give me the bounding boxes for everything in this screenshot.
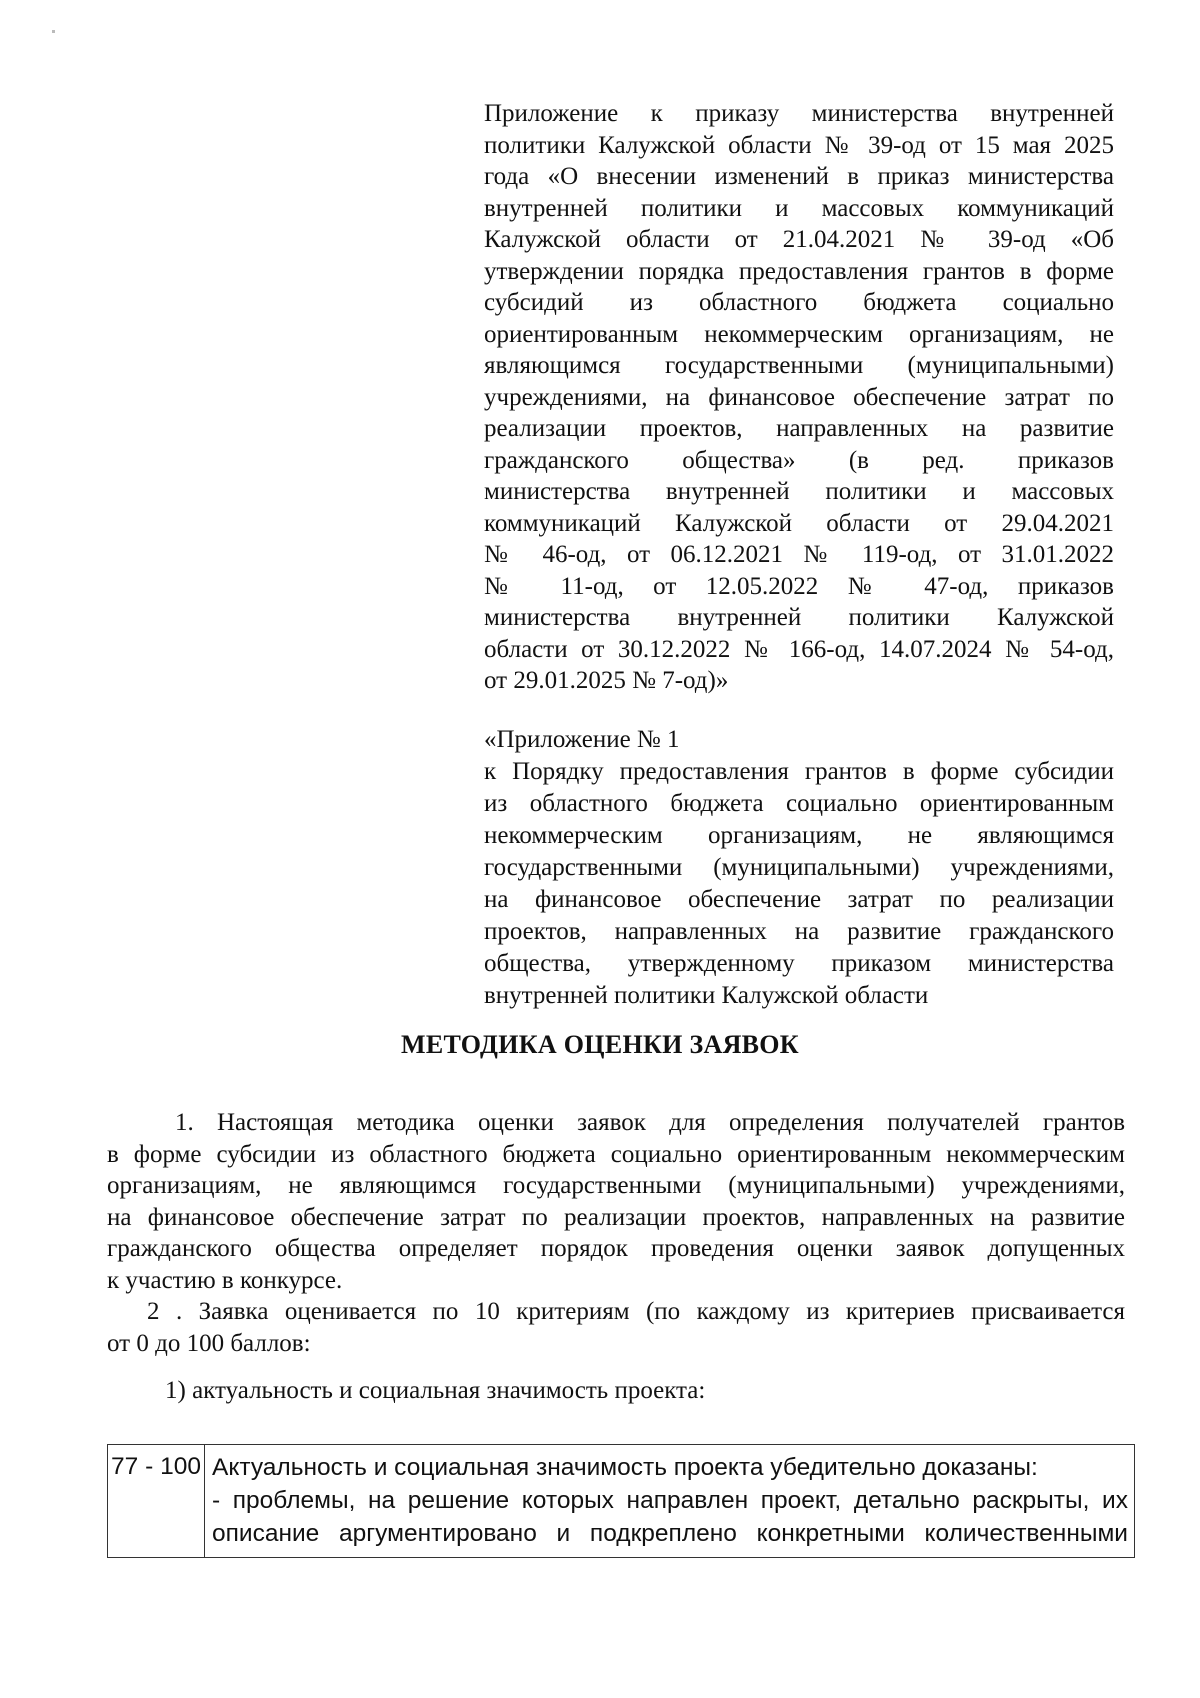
appendix-line: гражданского общества» (в ред. приказов bbox=[484, 446, 1114, 474]
appendix-line: субсидий из областного бюджета социально bbox=[484, 289, 1114, 316]
annex-line-last: внутренней политики Калужской области bbox=[484, 982, 929, 1009]
annex-line: из областного бюджета социально ориентированным bbox=[484, 790, 1114, 817]
appendix-line: ориентированным некоммерческим организациям, не bbox=[484, 320, 1114, 348]
paragraph-1-line-last: к участию в конкурсе. bbox=[107, 1266, 343, 1294]
appendix-line: министерства внутренней политики и массовых bbox=[484, 478, 1114, 505]
description-line: описание аргументировано и подкреплено конкретными количественными bbox=[212, 1520, 1128, 1547]
appendix-line: утверждении порядка предоставления грантов в форме bbox=[484, 257, 1114, 285]
appendix-line: № 46-од, от 06.12.2021 № 119-од, от 31.01.2022 bbox=[484, 541, 1114, 568]
appendix-line: внутренней политики и массовых коммуникаций bbox=[484, 194, 1114, 222]
appendix-line: реализации проектов, направленных на развитие bbox=[484, 415, 1114, 442]
annex-line: общества, утвержденному приказом министерства bbox=[484, 950, 1114, 977]
appendix-line: года «О внесении изменений в приказ министерства bbox=[484, 163, 1114, 190]
criteria-table bbox=[107, 1444, 1135, 1558]
appendix-line: Калужской области от 21.04.2021 № 39-од «Об bbox=[484, 226, 1114, 253]
appendix-line: являющимся государственными (муниципальными) bbox=[484, 352, 1114, 379]
paragraph-2-line-last: от 0 до 100 баллов: bbox=[107, 1329, 311, 1357]
appendix-note bbox=[484, 98, 1114, 697]
score-range-cell: 77 - 100 bbox=[108, 1445, 205, 1558]
appendix-line: № 11-од, от 12.05.2022 № 47-од, приказов bbox=[484, 572, 1114, 600]
appendix-line: политики Калужской области № 39-од от 15 мая 2025 bbox=[484, 131, 1114, 159]
scan-artifact bbox=[52, 30, 55, 33]
annex-line: к Порядку предоставления грантов в форме субсидии bbox=[484, 758, 1114, 785]
appendix-line: Приложение к приказу министерства внутренней bbox=[484, 100, 1114, 127]
criterion-description-cell bbox=[205, 1445, 1135, 1558]
appendix-line: учреждениями, на финансовое обеспечение затрат по bbox=[484, 383, 1114, 411]
paragraph-2-line: 2 . Заявка оценивается по 10 критериям (по каждому из критериев присваивается bbox=[147, 1298, 1125, 1325]
annex-header bbox=[484, 724, 1114, 1012]
annex-line: проектов, направленных на развитие гражданского bbox=[484, 918, 1114, 945]
annex-line: на финансовое обеспечение затрат по реализации bbox=[484, 886, 1114, 913]
appendix-line: области от 30.12.2022 № 166-од, 14.07.2024 № 54-од, bbox=[484, 635, 1114, 663]
paragraph-1-line: в форме субсидии из областного бюджета социально ориентированным некоммерческим bbox=[107, 1140, 1125, 1168]
annex-line: «Приложение № 1 bbox=[484, 726, 680, 753]
methodology-body bbox=[107, 1107, 1125, 1359]
paragraph-1-line: организациям, не являющимся государственными (муниципальными) учреждениями, bbox=[107, 1172, 1125, 1199]
appendix-line-last: от 29.01.2025 № 7-од)» bbox=[484, 667, 729, 694]
paragraph-1-line: 1. Настоящая методика оценки заявок для определения получателей грантов bbox=[175, 1109, 1125, 1136]
description-line: - проблемы, на решение которых направлен проект, детально раскрыты, их bbox=[212, 1487, 1128, 1514]
appendix-line: министерства внутренней политики Калужской bbox=[484, 604, 1114, 631]
appendix-line: коммуникаций Калужской области от 29.04.2021 bbox=[484, 509, 1114, 537]
document-title: МЕТОДИКА ОЦЕНКИ ЗАЯВОК bbox=[401, 1030, 799, 1059]
annex-line: некоммерческим организациям, не являющимся bbox=[484, 822, 1114, 849]
criterion-1-heading: 1) актуальность и социальная значимость проекта: bbox=[165, 1377, 706, 1404]
paragraph-1-line: гражданского общества определяет порядок проведения оценки заявок допущенных bbox=[107, 1235, 1125, 1262]
description-line: Актуальность и социальная значимость проекта убедительно доказаны: bbox=[212, 1454, 1038, 1481]
annex-line: государственными (муниципальными) учреждениями, bbox=[484, 854, 1114, 881]
paragraph-1-line: на финансовое обеспечение затрат по реализации проектов, направленных на развитие bbox=[107, 1203, 1125, 1231]
table-row bbox=[108, 1445, 1135, 1558]
